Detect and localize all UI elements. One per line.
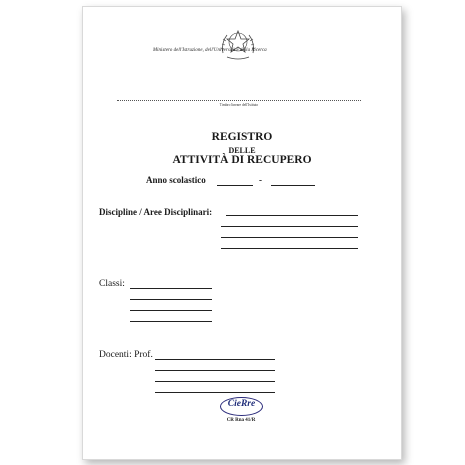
docenti-label: Docenti: Prof. xyxy=(99,350,153,360)
docenti-field[interactable] xyxy=(155,359,275,360)
issuer-stamp-line xyxy=(117,100,361,101)
discipline-field[interactable] xyxy=(221,237,358,238)
classi-field[interactable] xyxy=(130,288,212,289)
document-page xyxy=(82,6,402,460)
title-delle: DELLE xyxy=(228,146,256,155)
title-registro: REGISTRO xyxy=(211,131,273,143)
issuer-stamp-caption: Timbro lineare dell'Istituto xyxy=(219,103,259,107)
publisher-logo-text: CieRre xyxy=(227,399,256,409)
discipline-field[interactable] xyxy=(221,248,358,249)
classi-field[interactable] xyxy=(130,299,212,300)
anno-separator: - xyxy=(259,175,262,185)
discipline-field[interactable] xyxy=(226,215,358,216)
discipline-field[interactable] xyxy=(221,226,358,227)
classi-field[interactable] xyxy=(130,310,212,311)
anno-end-field[interactable] xyxy=(271,185,315,186)
discipline-label: Discipline / Aree Disciplinari: xyxy=(99,207,213,217)
republic-emblem-icon xyxy=(215,27,261,63)
classi-label: Classi: xyxy=(99,279,125,289)
ministry-name: Ministero dell'Istruzione, dell'Università e della Ricerca xyxy=(153,48,267,53)
anno-scolastico-label: Anno scolastico xyxy=(146,175,206,185)
anno-start-field[interactable] xyxy=(217,185,253,186)
classi-field[interactable] xyxy=(130,321,212,322)
title-attivita: ATTIVITÀ DI RECUPERO xyxy=(172,154,312,166)
docenti-field[interactable] xyxy=(155,392,275,393)
docenti-field[interactable] xyxy=(155,381,275,382)
product-code: CR Rna 41/R xyxy=(226,418,256,423)
docenti-field[interactable] xyxy=(155,370,275,371)
